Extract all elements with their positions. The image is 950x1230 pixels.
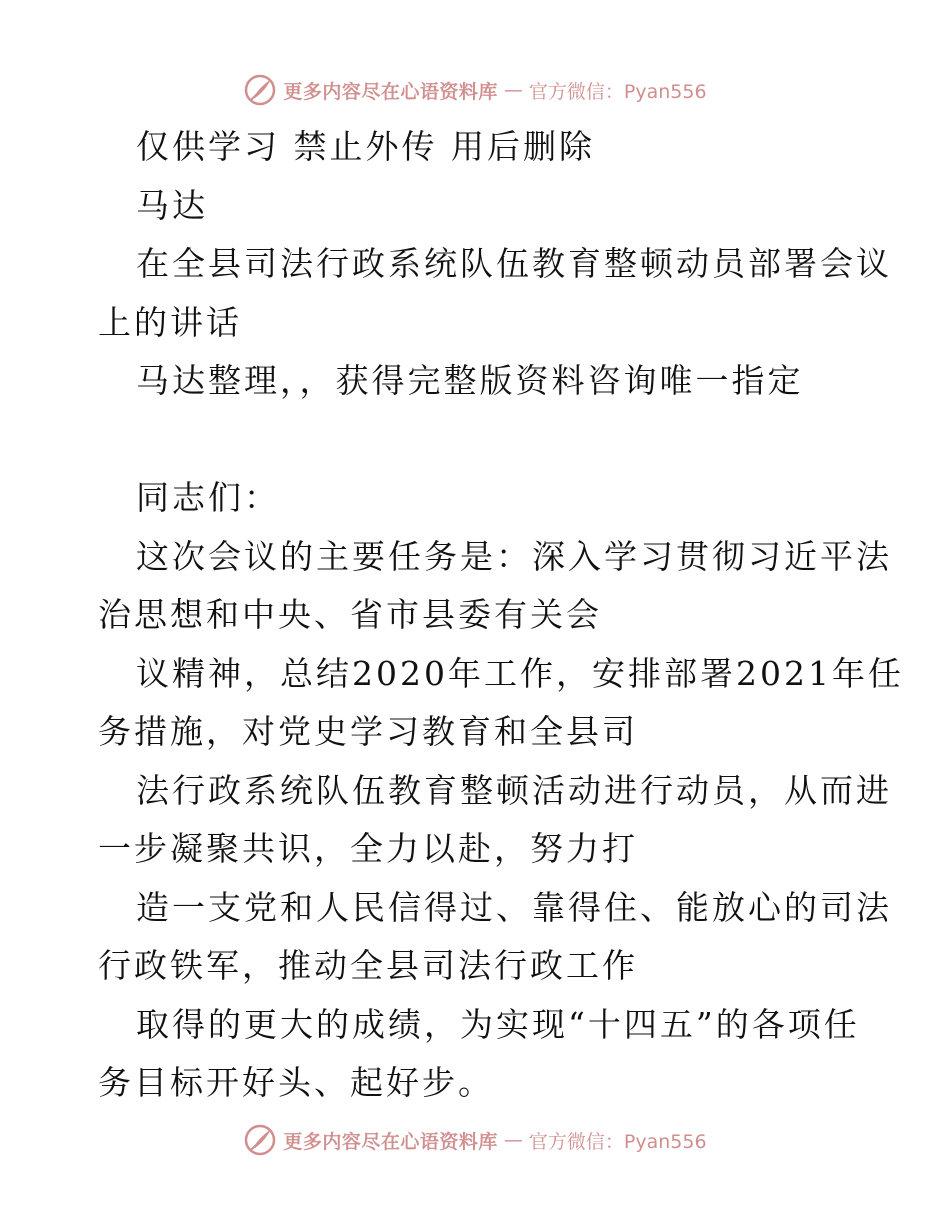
watermark-separator: — [503, 79, 523, 101]
notice-line: 仅供学习 禁止外传 用后删除 [136, 127, 595, 166]
title-line-1: 在全县司法行政系统队伍教育整顿动员部署会议 [136, 244, 892, 283]
footer-watermark [0, 1120, 950, 1160]
watermark-separator: — [503, 1129, 523, 1151]
blank-spacer [98, 411, 858, 470]
watermark-brand-text: 更多内容尽在心语资料库 [283, 1130, 498, 1153]
watermark-group [243, 1123, 706, 1157]
feather-pen-icon [243, 73, 277, 107]
paragraph-line: 法行政系统队伍教育整顿活动进行动员，从而进 [136, 770, 892, 810]
paragraph-line: 务措施，对党史学习教育和全县司 [98, 712, 638, 751]
watermark-group [243, 73, 706, 107]
feather-pen-icon [243, 1123, 277, 1157]
salutation-line: 同志们： [136, 478, 280, 517]
author-line: 马达 [136, 185, 208, 225]
document-body [98, 118, 904, 1113]
paragraph-line: 行政铁军，推动全县司法行政工作 [98, 946, 638, 985]
paragraph-line: 一步凝聚共识，全力以赴，努力打 [98, 829, 638, 868]
watermark-brand-text: 更多内容尽在心语资料库 [283, 80, 498, 103]
paragraph-line: 这次会议的主要任务是：深入学习贯彻习近平法 [136, 536, 892, 576]
title-line-2: 上的讲话 [98, 302, 242, 342]
paragraph-line: 取得的更大的成绩，为实现“十四五”的各项任 [136, 1004, 860, 1044]
source-note-line: 马达整理，，获得完整版资料咨询唯一指定 [136, 361, 804, 400]
watermark-contact-text: 官方微信：Pyan556 [528, 1130, 707, 1153]
watermark-contact-text: 官方微信：Pyan556 [528, 80, 707, 103]
paragraph-line: 治思想和中央、省市县委有关会 [98, 595, 602, 634]
paragraph-line: 造一支党和人民信得过、靠得住、能放心的司法 [136, 887, 892, 927]
paragraph-line: 议精神，总结2020年工作，安排部署2021年任 [136, 653, 904, 693]
paragraph-line: 务目标开好头、起好步。 [98, 1063, 494, 1102]
header-watermark [0, 70, 950, 110]
